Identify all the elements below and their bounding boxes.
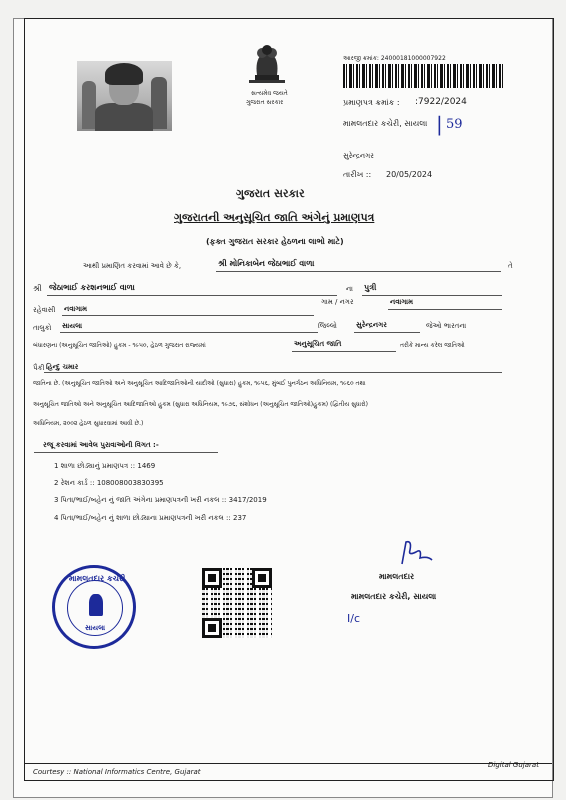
legal-para-3: અધિનિયમ, ૨૦૦૨ હેઠળ સુધારવામાં આવી છે.): [33, 420, 144, 427]
resident-place: નવાગામ: [64, 305, 88, 313]
seal-top-text: મામલતદાર કચેરી: [69, 574, 126, 583]
caste: હિન્દુ ચમાર: [46, 363, 79, 371]
evidence-item: 4 પિતા/ભાઈ/બહેન નું શાળા છોડ્યાના પ્રમાણપત્રની ખરી નકલ :: 237: [54, 514, 247, 522]
emblem-caption-1: સત્યમેવ જયતે: [251, 90, 288, 97]
evidence-item: 3 પિતા/ભાઈ/બહેન નું જાતિ અંગેના પ્રમાણપત્રની ખરી નકલ :: 3417/2019: [54, 496, 267, 504]
line2-prefix: શ્રી: [33, 284, 42, 293]
certificate-border: [24, 18, 554, 781]
date-label: તારીખ ::: [343, 170, 372, 179]
attestation-text: આથી પ્રમાણિત કરવામાં આવે છે કે,: [83, 262, 182, 270]
signature-mark: [398, 538, 434, 568]
certificate-title: ગુજરાતની અનુસૂચિત જાતિ અંગેનું પ્રમાણપત્ર: [174, 211, 375, 224]
certificate-no-label: પ્રમાણપત્ર ક્રમાંક :: [343, 98, 400, 107]
barcode: [343, 64, 503, 88]
seal-bottom-text: સાયલા: [85, 624, 106, 632]
relation: પુત્રી: [364, 283, 377, 292]
legal-para-2: અનુસૂચિત જાતિઓ અને અનુસૂચિત આદિજાતિઓ હુકમ (સુધારા અધિનિયમ, ૧૯૭૬, સંશોધન (અનુસૂચિત જાતિઓ)હુકમ) (દ્વિતીય સુધારો): [33, 401, 369, 408]
applicant-photo: [77, 61, 172, 131]
evidence-heading: રજૂ કરવામાં આવેલ પુરાવાઓની વિગત :-: [43, 441, 159, 449]
barcode-label: આરજી ક્રમાંક: 24000181000007922: [343, 55, 446, 62]
evidence-item: 1 શાળા છોડ્યાનું પ્રમાણપત્ર :: 1469: [54, 462, 156, 470]
government-title: ગુજરાત સરકાર: [236, 187, 305, 200]
resident-label: રહેવાસી: [33, 306, 56, 314]
state-emblem-icon: [243, 41, 291, 87]
district-value: સુરેન્દ્રનગર: [356, 321, 387, 329]
taluka-label: તાલુકો: [33, 324, 52, 332]
signatory-office: મામલતદાર કચેરી, સાયલા: [351, 592, 437, 601]
certificate-no: :7922/2024: [415, 97, 467, 107]
father-name: જેઠાભાઈ કરશનભાઈ વાળા: [49, 283, 135, 292]
qr-code: [202, 568, 272, 638]
footer-brand: Digital Gujarat: [488, 761, 539, 769]
caste-category: અનુસૂચિત જાતિ: [294, 340, 342, 348]
office-label: મામલતદાર કચેરી, સાયલા: [343, 119, 428, 128]
emblem-caption-2: ગુજરાત સરકાર: [246, 99, 284, 106]
handwritten-number: 59: [446, 117, 463, 132]
evidence-item: 2 રેશન કાર્ડ :: 108008003830395: [54, 479, 164, 487]
signatory-title: મામલતદાર: [379, 572, 415, 581]
footer-courtesy: Courtesy :: National Informatics Centre, Gujarat: [33, 768, 201, 776]
village-label: ગામ / નગર: [321, 298, 354, 306]
ic-mark: I/c: [347, 612, 360, 625]
located-text: જેઓ ભારતના: [426, 322, 467, 330]
certificate-subtitle: (ફક્ત ગુજરાત સરકાર હેઠળના લાભો માટે): [206, 237, 344, 246]
caste-prefix: પૈકી: [33, 364, 45, 372]
applicant-name: શ્રી મોનિકાબેન જેઠાભાઈ વાળા: [218, 259, 315, 268]
district-header: સુરેન્દ્રનગર: [343, 152, 374, 160]
line2-suffix: ના: [346, 285, 353, 293]
recognized-text: તરીકે માન્ય કરેલ જાતિઓ: [400, 342, 465, 349]
taluka: સાયલા: [62, 322, 83, 330]
legal-para-1: જાતિના છે. (અનુસૂચિત જાતિઓ અને અનુસૂચિત આદિજાતિઓની યાદીઓ (સુધારા) હુકમ, ૧૯૫૬, મુંબઈ પુનર્ગઠન અધિનિયમ, ૧૯૬૦ તથા: [33, 380, 366, 387]
date-value: 20/05/2024: [386, 170, 433, 179]
district-label: જિલ્લો: [318, 322, 337, 330]
order-text: બંધારણના (અનુસૂચિત જાતિઓ) હુકમ - ૧૯૫૦, હેઠળ ગુજરાત રાજ્યમાં: [33, 342, 206, 349]
line1-suffix: તે: [508, 262, 513, 270]
village: નવાગામ: [390, 298, 414, 306]
official-seal: [52, 565, 136, 649]
